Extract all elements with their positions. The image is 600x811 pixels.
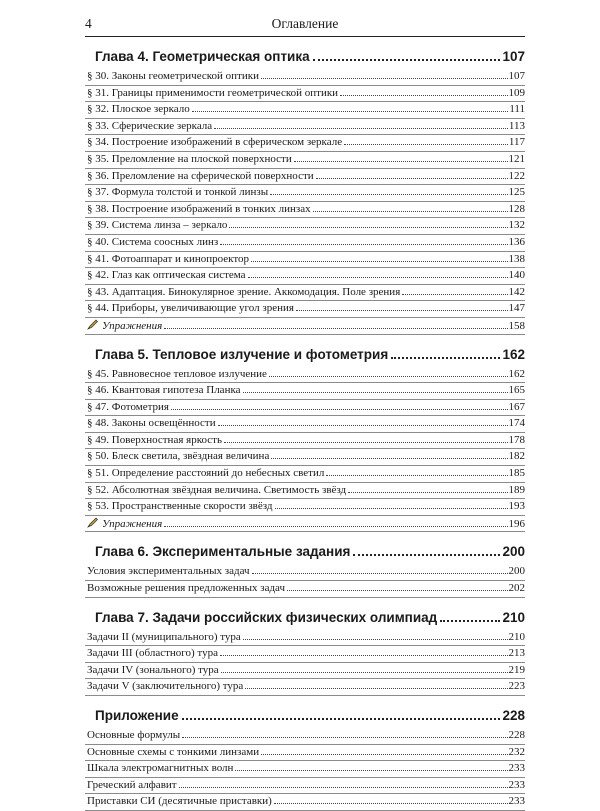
chapter-entries xyxy=(85,728,525,811)
entry-title: § 49. Поверхностная яркость xyxy=(87,433,222,446)
dot-leader xyxy=(296,310,508,311)
toc-entry[interactable] xyxy=(85,169,525,186)
chapter-title: Приложение xyxy=(95,708,179,723)
entry-page: 189 xyxy=(508,483,525,496)
entry-title: Упражнения xyxy=(102,517,163,530)
toc-entry[interactable] xyxy=(85,301,525,318)
toc-entry[interactable] xyxy=(85,202,525,219)
dot-leader xyxy=(243,392,508,393)
dot-leader xyxy=(344,144,508,145)
entry-title: Возможные решения предложенных задач xyxy=(87,582,286,595)
entry-page: 185 xyxy=(508,467,525,480)
pencil-icon xyxy=(87,516,102,533)
entry-page: 121 xyxy=(508,152,525,165)
dot-leader xyxy=(171,409,508,410)
toc-entry[interactable] xyxy=(85,102,525,119)
entry-page: 147 xyxy=(508,302,525,315)
toc-entry[interactable] xyxy=(85,794,525,811)
entry-page: 140 xyxy=(508,269,525,282)
entry-title: Задачи V (заключительного) тура xyxy=(87,680,244,693)
toc-entry[interactable] xyxy=(85,581,525,598)
page-header xyxy=(85,14,525,37)
toc-entry[interactable] xyxy=(85,252,525,269)
chapter-heading[interactable] xyxy=(85,708,525,726)
chapter-page: 162 xyxy=(502,346,525,362)
entry-page: 128 xyxy=(508,202,525,215)
dot-leader xyxy=(243,639,508,640)
entry-title: Греческий алфавит xyxy=(87,778,177,791)
chapter-page: 210 xyxy=(502,609,525,625)
chapter-title: Глава 4. Геометрическая оптика xyxy=(95,49,310,64)
dot-leader xyxy=(353,554,500,556)
dot-leader xyxy=(348,492,507,493)
dot-leader xyxy=(218,425,508,426)
toc-entry[interactable] xyxy=(85,416,525,433)
entry-page: 196 xyxy=(508,517,525,530)
entry-title: § 45. Равновесное тепловое излучение xyxy=(87,367,267,380)
dot-leader xyxy=(270,194,507,195)
entry-page: 233 xyxy=(508,762,525,775)
dot-leader xyxy=(229,227,507,228)
dot-leader xyxy=(245,688,507,689)
toc-entry[interactable] xyxy=(85,466,525,483)
dot-leader xyxy=(269,376,508,377)
dot-leader xyxy=(182,718,501,720)
entry-title: § 42. Глаз как оптическая система xyxy=(87,269,246,282)
toc-entry[interactable] xyxy=(85,135,525,152)
entry-page: 228 xyxy=(508,729,525,741)
toc-entry[interactable] xyxy=(85,646,525,663)
entry-page: 122 xyxy=(508,169,525,182)
entry-title: Задачи IV (зонального) тура xyxy=(87,663,219,676)
entry-title: Основные формулы xyxy=(87,729,181,741)
table-of-contents xyxy=(85,49,525,811)
entry-title: § 46. Квантовая гипотеза Планка xyxy=(87,384,241,397)
entry-page: 167 xyxy=(508,400,525,413)
entry-page: 178 xyxy=(508,433,525,446)
entry-title: Упражнения xyxy=(102,319,163,332)
entry-page: 223 xyxy=(508,680,525,693)
entry-title: § 34. Построение изображений в сферическом зеркале xyxy=(87,136,343,149)
entry-title: § 37. Формула толстой и тонкой линзы xyxy=(87,186,269,199)
entry-title: § 38. Построение изображений в тонких линзах xyxy=(87,202,311,215)
entry-page: 219 xyxy=(508,663,525,676)
dot-leader xyxy=(214,128,508,129)
entry-title: Шкала электромагнитных волн xyxy=(87,762,234,775)
dot-leader xyxy=(221,672,508,673)
dot-leader xyxy=(164,526,507,527)
chapter-entries xyxy=(85,69,525,335)
chapter-title: Глава 6. Экспериментальные задания xyxy=(95,544,351,560)
dot-leader xyxy=(235,770,507,771)
chapter-entries xyxy=(85,564,525,597)
dot-leader xyxy=(287,590,507,591)
toc-entry[interactable] xyxy=(85,235,525,252)
entry-title: § 35. Преломление на плоской поверхности xyxy=(87,152,292,165)
entry-page: 232 xyxy=(508,745,525,758)
entry-title: § 33. Сферические зеркала xyxy=(87,119,213,132)
chapter-page: 228 xyxy=(502,708,525,723)
exercises-entry[interactable] xyxy=(85,318,525,335)
toc-entry[interactable] xyxy=(85,449,525,466)
dot-leader xyxy=(251,261,507,262)
toc-entry[interactable] xyxy=(85,663,525,680)
entry-title: § 47. Фотометрия xyxy=(87,400,169,413)
entry-page: 158 xyxy=(508,319,525,332)
chapter-heading[interactable] xyxy=(85,49,525,67)
dot-leader xyxy=(294,161,508,162)
dot-leader xyxy=(261,78,508,79)
entry-title: Приставки СИ (десятичные приставки) xyxy=(87,795,272,808)
toc-entry[interactable] xyxy=(85,564,525,581)
toc-entry[interactable] xyxy=(85,778,525,795)
toc-entry[interactable] xyxy=(85,400,525,417)
toc-entry[interactable] xyxy=(85,728,525,745)
entry-page: 233 xyxy=(508,778,525,791)
chapter-heading[interactable] xyxy=(85,610,525,628)
dot-leader xyxy=(179,787,508,788)
dot-leader xyxy=(192,111,509,112)
entry-title: § 41. Фотоаппарат и кинопроектор xyxy=(87,252,250,265)
entry-page: 165 xyxy=(508,384,525,397)
entry-page: 233 xyxy=(508,795,525,808)
entry-page: 162 xyxy=(508,367,525,380)
dot-leader xyxy=(248,277,508,278)
entry-title: § 43. Адаптация. Бинокулярное зрение. Аккомодация. Поле зрения xyxy=(87,285,401,298)
entry-title: Условия экспериментальных задач xyxy=(87,565,250,578)
page-number: 4 xyxy=(85,16,92,31)
dot-leader xyxy=(164,328,507,329)
entry-page: 125 xyxy=(508,186,525,199)
exercises-entry[interactable] xyxy=(85,516,525,533)
entry-page: 182 xyxy=(508,450,525,463)
pencil-icon xyxy=(87,318,102,335)
chapter-page: 107 xyxy=(502,49,525,64)
chapter-entries xyxy=(85,630,525,696)
dot-leader xyxy=(326,475,507,476)
toc-entry[interactable] xyxy=(85,483,525,500)
dot-leader xyxy=(261,754,507,755)
page-title: Оглавление xyxy=(271,16,339,31)
toc-page xyxy=(85,14,525,811)
dot-leader xyxy=(402,294,507,295)
dot-leader xyxy=(220,655,508,656)
entry-page: 138 xyxy=(508,252,525,265)
toc-entry[interactable] xyxy=(85,185,525,202)
dot-leader xyxy=(440,620,500,622)
chapter-page: 200 xyxy=(502,544,525,560)
dot-leader xyxy=(340,95,507,96)
chapter-title: Глава 5. Тепловое излучение и фотометрия xyxy=(95,346,389,362)
entry-title: § 52. Абсолютная звёздная величина. Светимость звёзд xyxy=(87,483,347,496)
entry-title: § 51. Определение расстояний до небесных светил xyxy=(87,467,325,480)
dot-leader xyxy=(274,803,508,804)
entry-page: 113 xyxy=(508,119,525,132)
entry-title: Задачи II (муниципального) тура xyxy=(87,630,241,643)
toc-entry[interactable] xyxy=(85,630,525,647)
entry-page: 210 xyxy=(508,630,525,643)
entry-page: 174 xyxy=(508,417,525,430)
dot-leader xyxy=(252,573,508,574)
chapter-title: Глава 7. Задачи российских физических олимпиад xyxy=(95,609,438,625)
dot-leader xyxy=(271,458,507,459)
dot-leader xyxy=(313,59,501,61)
entry-page: 107 xyxy=(508,70,525,82)
entry-title: § 50. Блеск светила, звёздная величина xyxy=(87,450,270,463)
chapter-heading[interactable] xyxy=(85,544,525,562)
entry-page: 109 xyxy=(508,86,525,99)
toc-entry[interactable] xyxy=(85,383,525,400)
dot-leader xyxy=(220,244,507,245)
toc-entry[interactable] xyxy=(85,745,525,762)
dot-leader xyxy=(313,211,508,212)
entry-page: 132 xyxy=(508,219,525,232)
entry-title: Задачи III (областного) тура xyxy=(87,647,218,660)
entry-page: 200 xyxy=(508,565,525,578)
entry-title: § 53. Пространственные скорости звёзд xyxy=(87,500,273,513)
entry-page: 117 xyxy=(508,136,525,149)
entry-page: 136 xyxy=(508,235,525,248)
toc-entry[interactable] xyxy=(85,86,525,103)
entry-page: 202 xyxy=(508,582,525,595)
toc-entry[interactable] xyxy=(85,679,525,696)
entry-page: 213 xyxy=(508,647,525,660)
dot-leader xyxy=(275,508,508,509)
dot-leader xyxy=(316,178,508,179)
toc-entry[interactable] xyxy=(85,761,525,778)
entry-title: § 36. Преломление на сферической поверхности xyxy=(87,169,314,182)
entry-title: § 44. Приборы, увеличивающие угол зрения xyxy=(87,302,294,315)
entry-title: § 48. Законы освещённости xyxy=(87,417,216,430)
dot-leader xyxy=(182,737,507,738)
entry-page: 111 xyxy=(509,103,525,116)
chapter-heading[interactable] xyxy=(85,347,525,365)
entry-title: § 39. Система линза – зеркало xyxy=(87,219,228,232)
entry-title: § 32. Плоское зеркало xyxy=(87,103,190,116)
entry-page: 193 xyxy=(508,500,525,513)
entry-title: Основные схемы с тонкими линзами xyxy=(87,745,260,758)
entry-page: 142 xyxy=(508,285,525,298)
toc-entry[interactable] xyxy=(85,433,525,450)
entry-title: § 40. Система соосных линз xyxy=(87,235,219,248)
toc-entry[interactable] xyxy=(85,285,525,302)
dot-leader xyxy=(224,442,508,443)
toc-entry[interactable] xyxy=(85,152,525,169)
toc-entry[interactable] xyxy=(85,69,525,86)
toc-entry[interactable] xyxy=(85,119,525,136)
dot-leader xyxy=(391,357,500,359)
entry-title: § 31. Границы применимости геометрической оптики xyxy=(87,86,339,99)
toc-entry[interactable] xyxy=(85,218,525,235)
toc-entry[interactable] xyxy=(85,268,525,285)
toc-entry[interactable] xyxy=(85,499,525,516)
chapter-entries xyxy=(85,367,525,533)
toc-entry[interactable] xyxy=(85,367,525,384)
entry-title: § 30. Законы геометрической оптики xyxy=(87,70,259,82)
